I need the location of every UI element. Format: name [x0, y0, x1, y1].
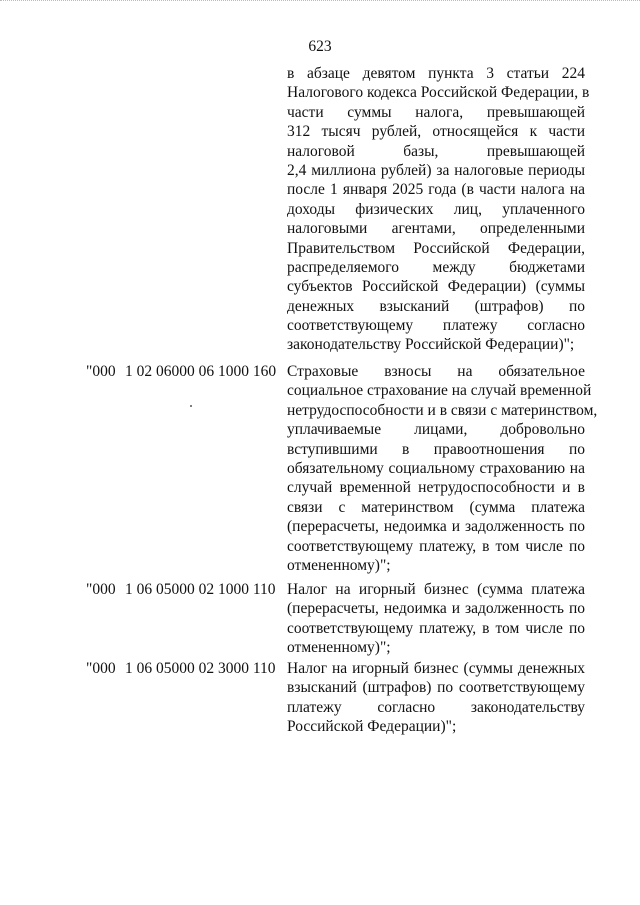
- description-line: после 1 января 2025 года (в части налога на: [287, 181, 585, 199]
- description-line: 312 тысяч рублей, относящейся к части: [287, 123, 585, 141]
- description-line: части суммы налога, превышающей: [287, 103, 585, 121]
- description-line: обязательному социальному страхованию на: [287, 459, 585, 477]
- description-line: платежу согласно законодательству: [287, 698, 585, 716]
- page-number: 623: [308, 38, 332, 55]
- page-top-edge: [0, 0, 640, 1]
- continuation-description: [287, 64, 590, 355]
- description-line: распределяемого между бюджетами: [287, 258, 585, 276]
- description-line: в абзаце девятом пункта 3 статьи 224: [287, 65, 585, 82]
- classification-code: 1 06 05000 02 1000 110: [125, 581, 276, 598]
- description-line: взысканий (штрафов) по соответствующему: [287, 679, 585, 697]
- description-line: случай временной нетрудоспособности и в: [287, 479, 585, 497]
- entry-description: [287, 362, 598, 575]
- description-line: социальное страхование на случай временной: [287, 382, 592, 400]
- description-line: вступившими в правоотношения по: [287, 440, 585, 458]
- description-line: налоговыми агентами, определенными: [287, 220, 585, 238]
- description-line: денежных взысканий (штрафов) по: [287, 297, 585, 315]
- description-line: (перерасчеты, недоимка и задолженность по: [287, 518, 585, 536]
- description-line: Налогового кодекса Российской Федерации, в: [287, 84, 590, 102]
- description-line: налоговой базы, превышающей: [287, 142, 585, 160]
- code-prefix: "000: [86, 363, 116, 380]
- description-line: отмененному)";: [287, 639, 391, 657]
- classification-code: 1 06 05000 02 3000 110: [125, 660, 276, 677]
- description-line: соответствующему платежу, в том числе по: [287, 619, 585, 637]
- description-line: уплачиваемые лицами, добровольно: [287, 421, 585, 439]
- description-line: Правительством Российской Федерации,: [287, 239, 585, 257]
- code-prefix: "000: [86, 660, 116, 677]
- classification-code: 1 02 06000 06 1000 160: [125, 363, 277, 380]
- description-line: связи с материнством (сумма платежа: [287, 498, 585, 516]
- description-line: отмененному)";: [287, 556, 391, 574]
- code-prefix: "000: [86, 581, 116, 598]
- entry-description: [287, 659, 585, 737]
- description-line: законодательству Российской Федерации)";: [287, 336, 575, 354]
- description-line: Налог на игорный бизнес (суммы денежных: [287, 660, 585, 677]
- description-line: доходы физических лиц, уплаченного: [287, 200, 585, 218]
- description-line: 2,4 миллиона рублей) за налоговые периоды: [287, 161, 585, 179]
- description-line: (перерасчеты, недоимка и задолженность по: [287, 600, 585, 618]
- description-line: соответствующему платежу согласно: [287, 317, 585, 335]
- description-line: субъектов Российской Федерации) (суммы: [287, 278, 585, 296]
- description-line: Страховые взносы на обязательное: [287, 363, 585, 380]
- description-line: Налог на игорный бизнес (сумма платежа: [287, 581, 585, 598]
- description-line: Российской Федерации)";: [287, 718, 457, 736]
- entry-description: [287, 580, 585, 658]
- description-line: нетрудоспособности и в связи с материнством,: [287, 401, 598, 419]
- scan-speck: [190, 405, 192, 407]
- description-line: соответствующему платежу, в том числе по: [287, 537, 585, 555]
